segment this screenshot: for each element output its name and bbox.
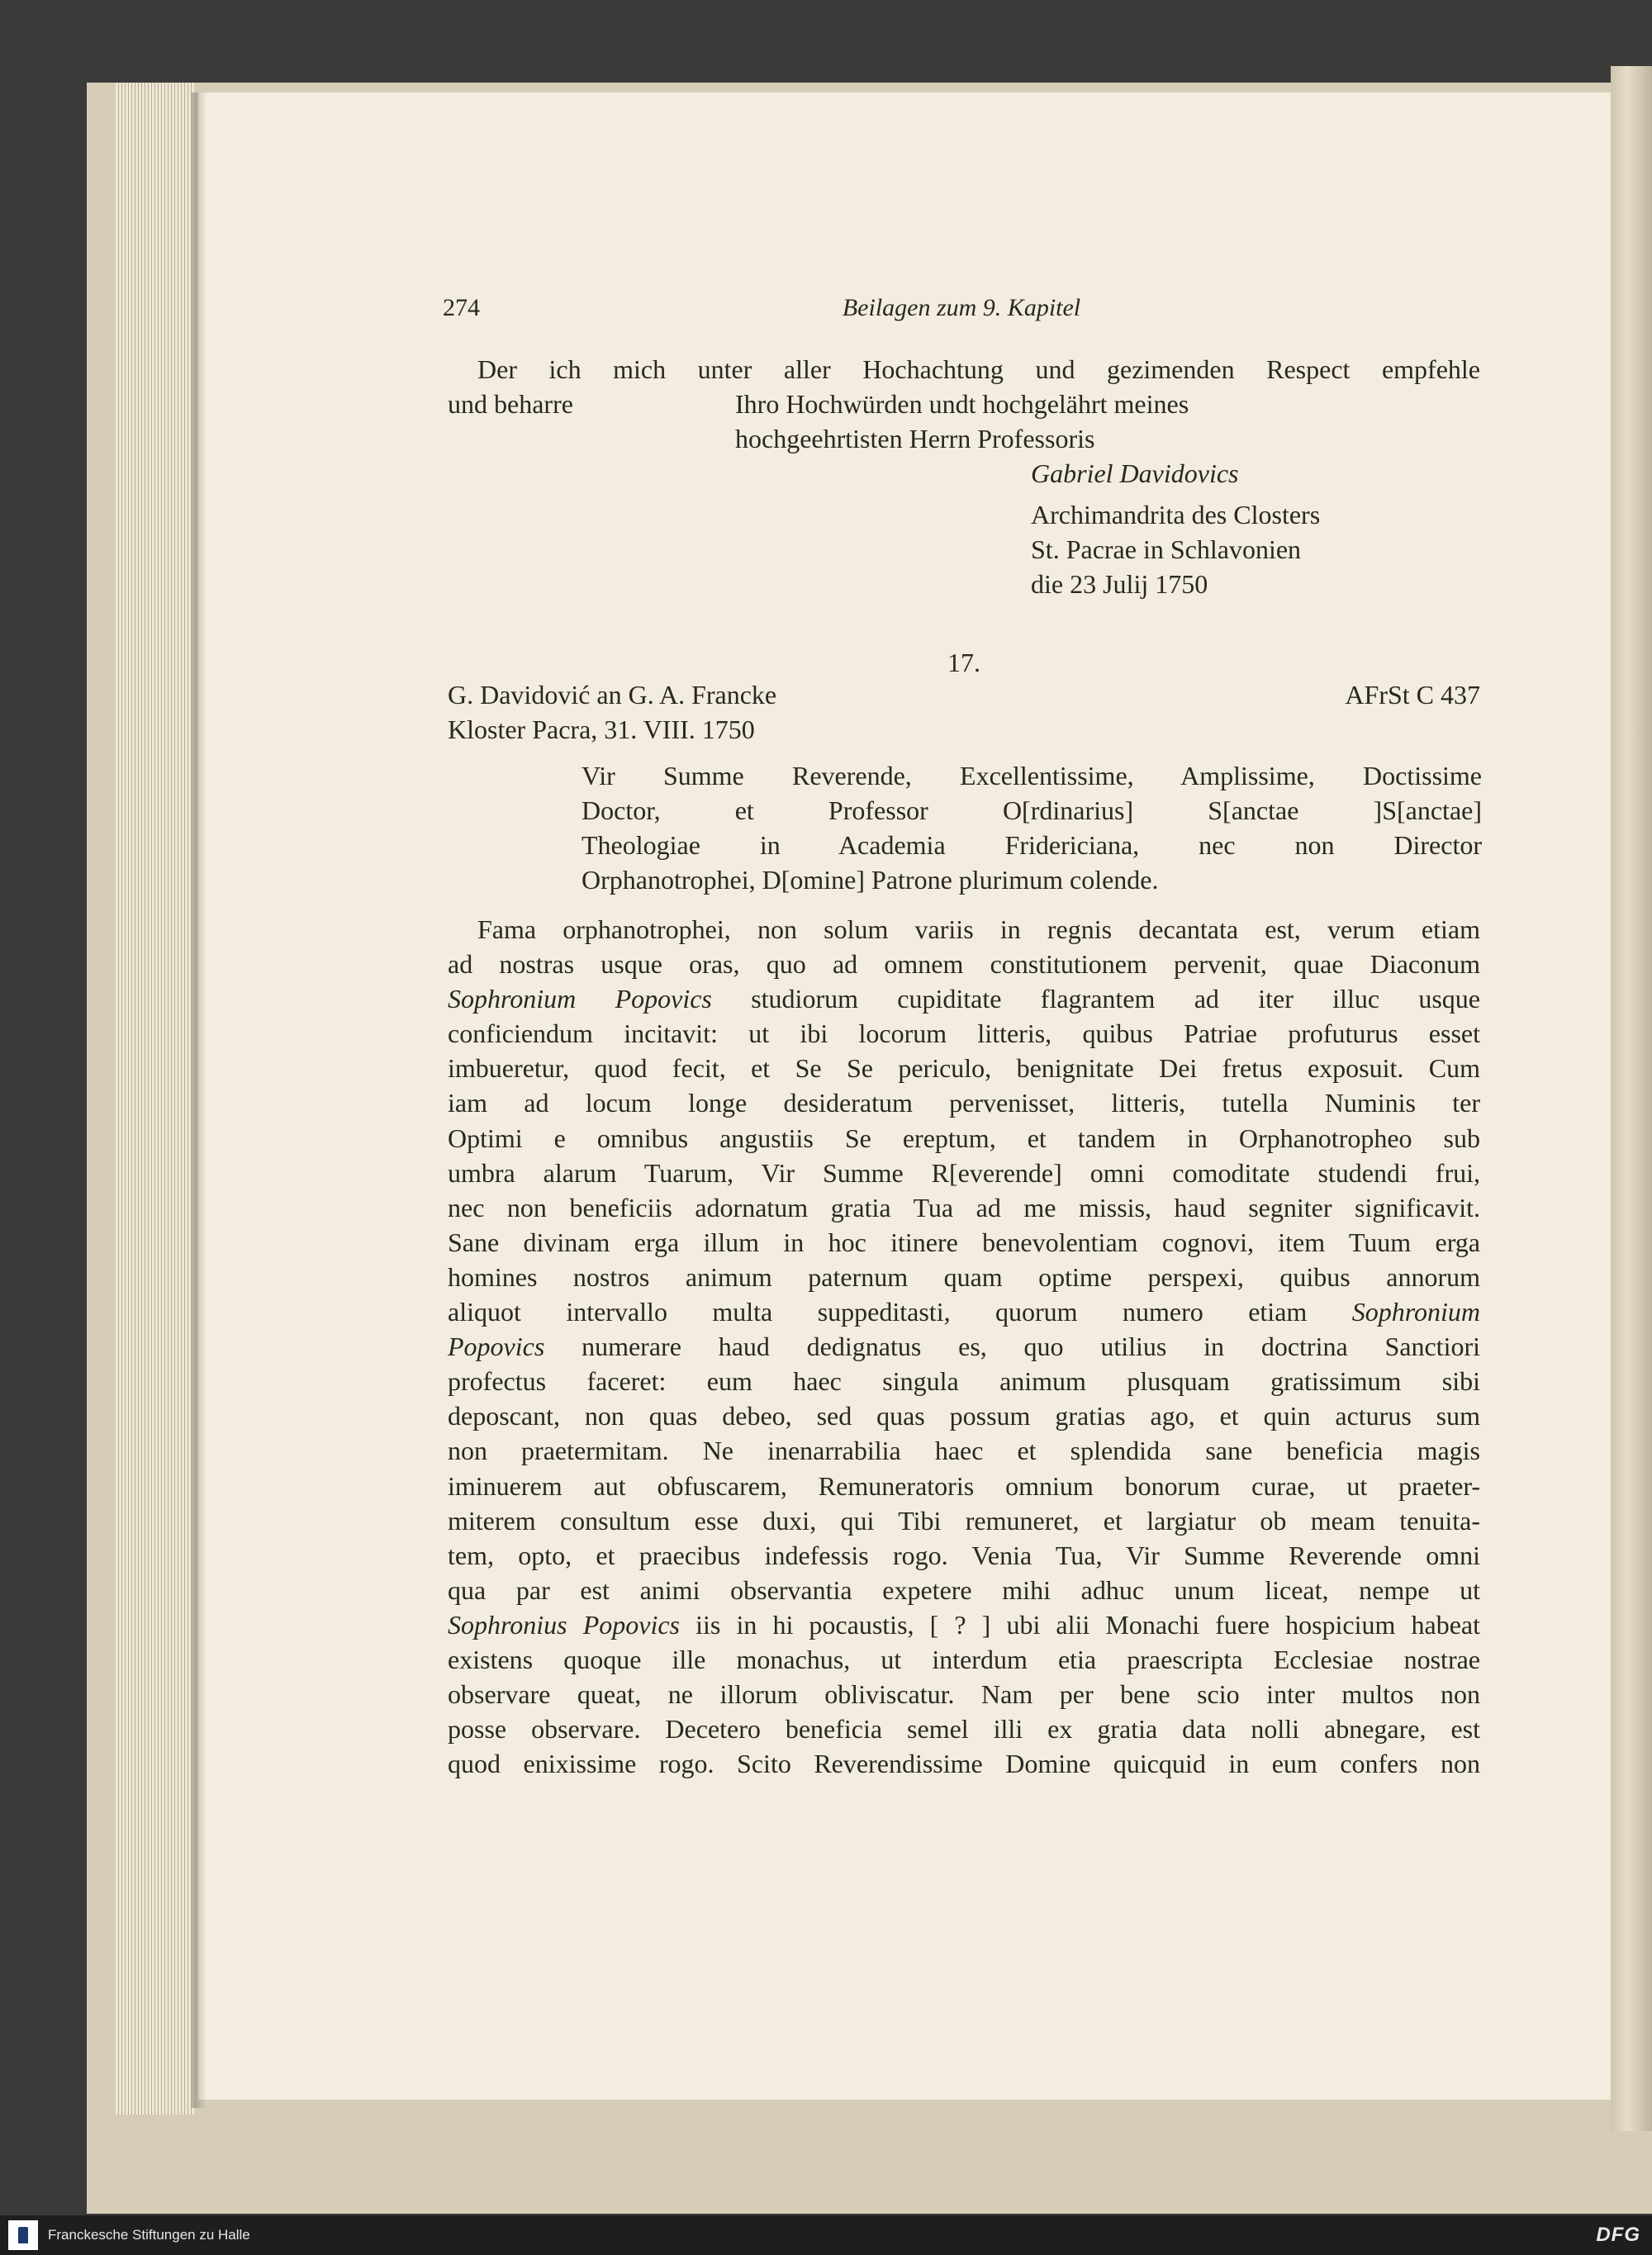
page-number: 274	[443, 294, 480, 321]
body-line: Sane divinam erga illum in hoc itinere benevolentiam cognovi, item Tuum erga	[448, 1227, 1480, 1257]
closing-left: und beharre	[448, 389, 573, 419]
page-edges	[116, 83, 194, 2115]
signature-title: St. Pacrae in Schlavonien	[1031, 534, 1302, 564]
body-line: non praetermitam. Ne inenarrabilia haec et splendida sane beneficia magis	[448, 1436, 1480, 1466]
body-line: Sophronium Popovics studiorum cupiditate flagrantem ad iter illuc usque	[448, 984, 1481, 1014]
body-line: iam ad locum longe desideratum pervenisset, litteris, tutella Numinis ter	[448, 1088, 1480, 1118]
footer-bar	[0, 2215, 1652, 2255]
body-line: tem, opto, et praecibus indefessis rogo. Venia Tua, Vir Summe Reverende omni	[448, 1540, 1480, 1570]
italic-name: Sophronium Popovics	[448, 984, 712, 1014]
body-line: qua par est animi observantia expetere mihi adhuc unum liceat, nempe ut	[448, 1574, 1480, 1605]
body-line: Optimi e omnibus angustiis Se ereptum, et tandem in Orphanotropheo sub	[448, 1123, 1480, 1153]
dfg-logo: DFG	[1596, 2224, 1640, 2246]
place-date: Kloster Pacra, 31. VIII. 1750	[448, 714, 755, 744]
closing-right: hochgeehrtisten Herrn Professoris	[735, 424, 1095, 453]
gutter-shadow	[192, 93, 206, 2108]
body-line: Sophronius Popovics iis in hi pocaustis, [ ? ] ubi alii Monachi fuere hospicium habeat	[448, 1609, 1481, 1640]
document-number: 17.	[947, 648, 980, 677]
signature-date: die 23 Julij 1750	[1031, 569, 1208, 599]
body-line: aliquot intervallo multa suppeditasti, quorum numero etiam Sophronium	[448, 1297, 1480, 1327]
salutation-line: Vir Summe Reverende, Excellentissime, Amplissime, Doctissime	[582, 761, 1482, 790]
body-line: profectus faceret: eum haec singula animum plusquam gratissimum sibi	[448, 1366, 1480, 1397]
body-line: umbra alarum Tuarum, Vir Summe R[everende] omni comoditate studendi frui,	[448, 1157, 1480, 1188]
body-line: ad nostras usque oras, quo ad omnem constitutionem pervenit, quae Diaconum	[448, 949, 1480, 980]
document-header	[448, 677, 1480, 747]
body-line: iminuerem aut obfuscarem, Remuneratoris omnium bonorum curae, ut praeter-	[448, 1470, 1480, 1501]
running-head	[443, 294, 1480, 330]
body-line: quod enixissime rogo. Scito Reverendissime Domine quicquid in eum confers non	[448, 1749, 1480, 1779]
italic-name: Popovics	[448, 1332, 545, 1362]
archive-reference: AFrSt C 437	[1345, 680, 1480, 710]
facing-page-edge	[1611, 66, 1652, 2131]
body-line: existens quoque ille monachus, ut interdum etia praescripta Ecclesiae nostrae	[448, 1644, 1480, 1674]
institution-logo-icon	[8, 2220, 38, 2250]
letter-body	[448, 912, 1480, 1781]
salutation	[582, 758, 1482, 897]
salutation-line: Orphanotrophei, D[omine] Patrone plurimum colende.	[582, 865, 1159, 895]
running-head-title: Beilagen zum 9. Kapitel	[842, 294, 1081, 321]
closing-line: Der ich mich unter aller Hochachtung und gezimenden Respect empfehle	[477, 354, 1480, 384]
sender-recipient: G. Davidović an G. A. Francke	[448, 680, 777, 710]
body-line: homines nostros animum paternum quam optime perspexi, quibus annorum	[448, 1261, 1480, 1292]
italic-name: Sophronius Popovics	[448, 1609, 681, 1640]
footer-organization: Franckesche Stiftungen zu Halle	[48, 2227, 250, 2243]
salutation-line: Theologiae in Academia Fridericiana, nec non Director	[582, 830, 1482, 860]
signature-name: Gabriel Davidovics	[1031, 458, 1239, 488]
salutation-line: Doctor, et Professor O[rdinarius] S[anctae ]S[anctae]	[582, 795, 1482, 825]
body-line: conficiendum incitavit: ut ibi locorum litteris, quibus Patriae profuturus esset	[448, 1018, 1480, 1049]
italic-name: Sophronium	[1351, 1297, 1480, 1327]
letter-closing	[448, 352, 1480, 601]
body-line: observare queat, ne illorum obliviscatur. Nam per bene scio inter multos non	[448, 1679, 1480, 1710]
body-line: Popovics numerare haud dedignatus es, quo utilius in doctrina Sanctiori	[448, 1332, 1480, 1362]
body-line: nec non beneficiis adornatum gratia Tua ad me missis, haud segniter significavit.	[448, 1192, 1480, 1222]
body-line: Fama orphanotrophei, non solum variis in regnis decantata est, verum etiam	[477, 914, 1480, 944]
body-line: deposcant, non quas debeo, sed quas possum gratias ago, et quin acturus sum	[448, 1401, 1480, 1431]
body-line: posse observare. Decetero beneficia semel illi ex gratia data nolli abnegare, est	[448, 1714, 1480, 1745]
closing-row	[448, 421, 1480, 456]
signature-title: Archimandrita des Closters	[1031, 500, 1321, 529]
body-line: imbueretur, quod fecit, et Se Se periculo, benignitate Dei fretus exposuit. Cum	[448, 1053, 1480, 1084]
closing-right: Ihro Hochwürden undt hochgelährt meines	[735, 389, 1189, 419]
body-line: miterem consultum esse duxi, qui Tibi remuneret, et largiatur ob meam tenuita-	[448, 1505, 1480, 1536]
closing-row	[448, 387, 1480, 421]
